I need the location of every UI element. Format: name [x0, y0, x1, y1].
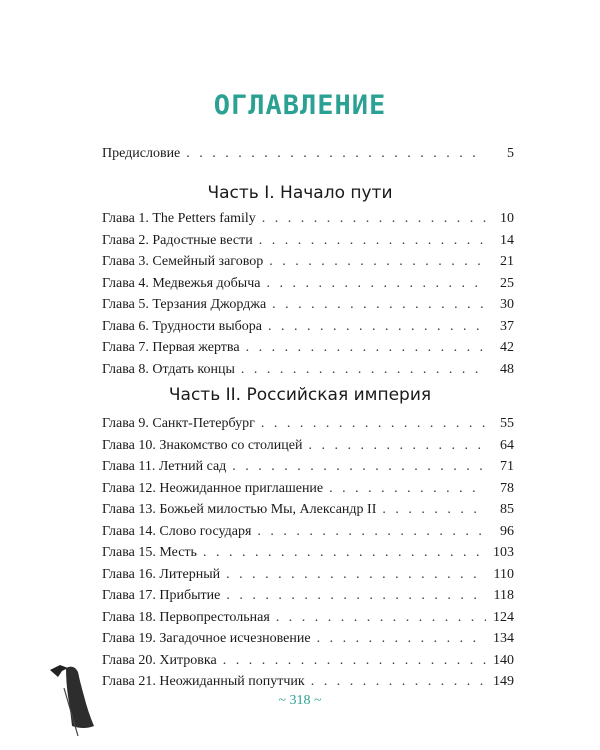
entry-title: Глава 18. Первопрестольная: [102, 609, 270, 625]
dot-leader: [269, 251, 486, 273]
entry-page: 140: [493, 652, 514, 668]
dot-leader: [311, 671, 486, 693]
entry-page: 110: [493, 566, 514, 582]
toc-entry[interactable]: [102, 628, 514, 650]
dot-leader: [259, 230, 486, 252]
entry-title: Глава 17. Прибытие: [102, 588, 221, 603]
preface-entry[interactable]: [102, 143, 514, 165]
entry-title: Глава 6. Трудности выбора: [102, 318, 262, 334]
toc-entry[interactable]: [102, 564, 514, 586]
toc-entry[interactable]: [102, 337, 514, 359]
toc-entry[interactable]: [102, 650, 514, 672]
crow-icon: [50, 665, 68, 677]
dot-leader: [232, 456, 486, 478]
entry-title: Глава 2. Радостные вести: [102, 232, 253, 248]
entry-page: 149: [493, 674, 514, 689]
entry-page: 85: [500, 502, 514, 517]
dot-leader: [268, 316, 486, 338]
entry-title: Глава 10. Знакомство со столицей: [102, 437, 303, 453]
entry-title: Глава 19. Загадочное исчезновение: [102, 631, 311, 646]
dot-leader: [317, 628, 486, 650]
part-2-list: [102, 413, 514, 693]
entry-title: Глава 7. Первая жертва: [102, 340, 240, 355]
entry-page: 134: [493, 631, 514, 646]
dot-leader: [276, 607, 486, 629]
entry-title: Глава 21. Неожиданный попутчик: [102, 674, 305, 689]
entry-title: Глава 16. Литерный: [102, 566, 221, 582]
toc-entry[interactable]: [102, 478, 514, 500]
toc-entry[interactable]: [102, 294, 514, 316]
dot-leader: [241, 359, 486, 381]
dot-leader: [261, 413, 486, 435]
entry-title: Глава 15. Месть: [102, 545, 197, 560]
dot-leader: [262, 208, 486, 230]
entry-title: Предисловие: [102, 146, 181, 161]
entry-page: 124: [493, 609, 514, 625]
entry-page: 71: [500, 459, 514, 474]
entry-title: Глава 8. Отдать концы: [102, 361, 235, 377]
part-1-title: Часть I. Начало пути: [207, 183, 393, 203]
toc-entry[interactable]: [102, 499, 514, 521]
toc-entry[interactable]: [102, 671, 514, 693]
toc-entry[interactable]: [102, 456, 514, 478]
entry-page: 37: [500, 318, 514, 334]
entry-page: 96: [500, 523, 514, 539]
toc-entry[interactable]: [102, 585, 514, 607]
page-number: ~ 318 ~: [278, 693, 322, 708]
entry-page: 14: [500, 232, 514, 248]
entry-page: 78: [500, 480, 514, 496]
entry-page: 103: [493, 545, 514, 560]
entry-title: Глава 5. Терзания Джорджа: [102, 297, 267, 312]
toc-entry[interactable]: [102, 413, 514, 435]
entry-page: 21: [500, 254, 514, 269]
dot-leader: [257, 521, 486, 543]
entry-page: 5: [507, 146, 514, 161]
part-2-title: Часть II. Российская империя: [168, 385, 432, 405]
entry-title: Глава 4. Медвежья добыча: [102, 275, 261, 291]
dot-leader: [226, 585, 486, 607]
entry-page: 64: [500, 437, 514, 453]
dot-leader: [203, 542, 486, 564]
toc-entry[interactable]: [102, 208, 514, 230]
entry-page: 25: [500, 275, 514, 291]
dot-leader: [186, 143, 486, 165]
entry-page: 118: [493, 588, 514, 603]
entry-title: Глава 12. Неожиданное приглашение: [102, 480, 324, 496]
dot-leader: [266, 273, 486, 295]
entry-page: 30: [500, 297, 514, 312]
toc-entry[interactable]: [102, 316, 514, 338]
entry-page: 55: [500, 416, 514, 431]
toc-entry[interactable]: [102, 230, 514, 252]
entry-title: Глава 1. The Petters family: [102, 211, 256, 226]
entry-title: Глава 20. Хитровка: [102, 652, 217, 668]
dot-leader: [308, 435, 486, 457]
entry-page: 10: [500, 211, 514, 226]
dot-leader: [246, 337, 486, 359]
toc-entry[interactable]: [102, 521, 514, 543]
dot-leader: [226, 564, 486, 586]
entry-title: Глава 11. Летний сад: [102, 459, 227, 474]
dot-leader: [382, 499, 486, 521]
toc-entry[interactable]: [102, 542, 514, 564]
toc-entry[interactable]: [102, 273, 514, 295]
toc-entry[interactable]: [102, 607, 514, 629]
entry-title: Глава 13. Божьей милостью Мы, Александр II: [102, 502, 377, 517]
entry-title: Глава 14. Слово государя: [102, 523, 252, 539]
toc-entry[interactable]: [102, 251, 514, 273]
dot-leader: [223, 650, 486, 672]
entry-page: 48: [500, 361, 514, 377]
toc-heading: ОГЛАВЛЕНИЕ: [213, 90, 387, 121]
toc-entry[interactable]: [102, 359, 514, 381]
part-1-list: [102, 208, 514, 380]
entry-page: 42: [500, 340, 514, 355]
toc-entry[interactable]: [102, 435, 514, 457]
entry-title: Глава 3. Семейный заговор: [102, 254, 264, 269]
entry-title: Глава 9. Санкт-Петербург: [102, 416, 255, 431]
dot-leader: [329, 478, 486, 500]
dot-leader: [272, 294, 486, 316]
